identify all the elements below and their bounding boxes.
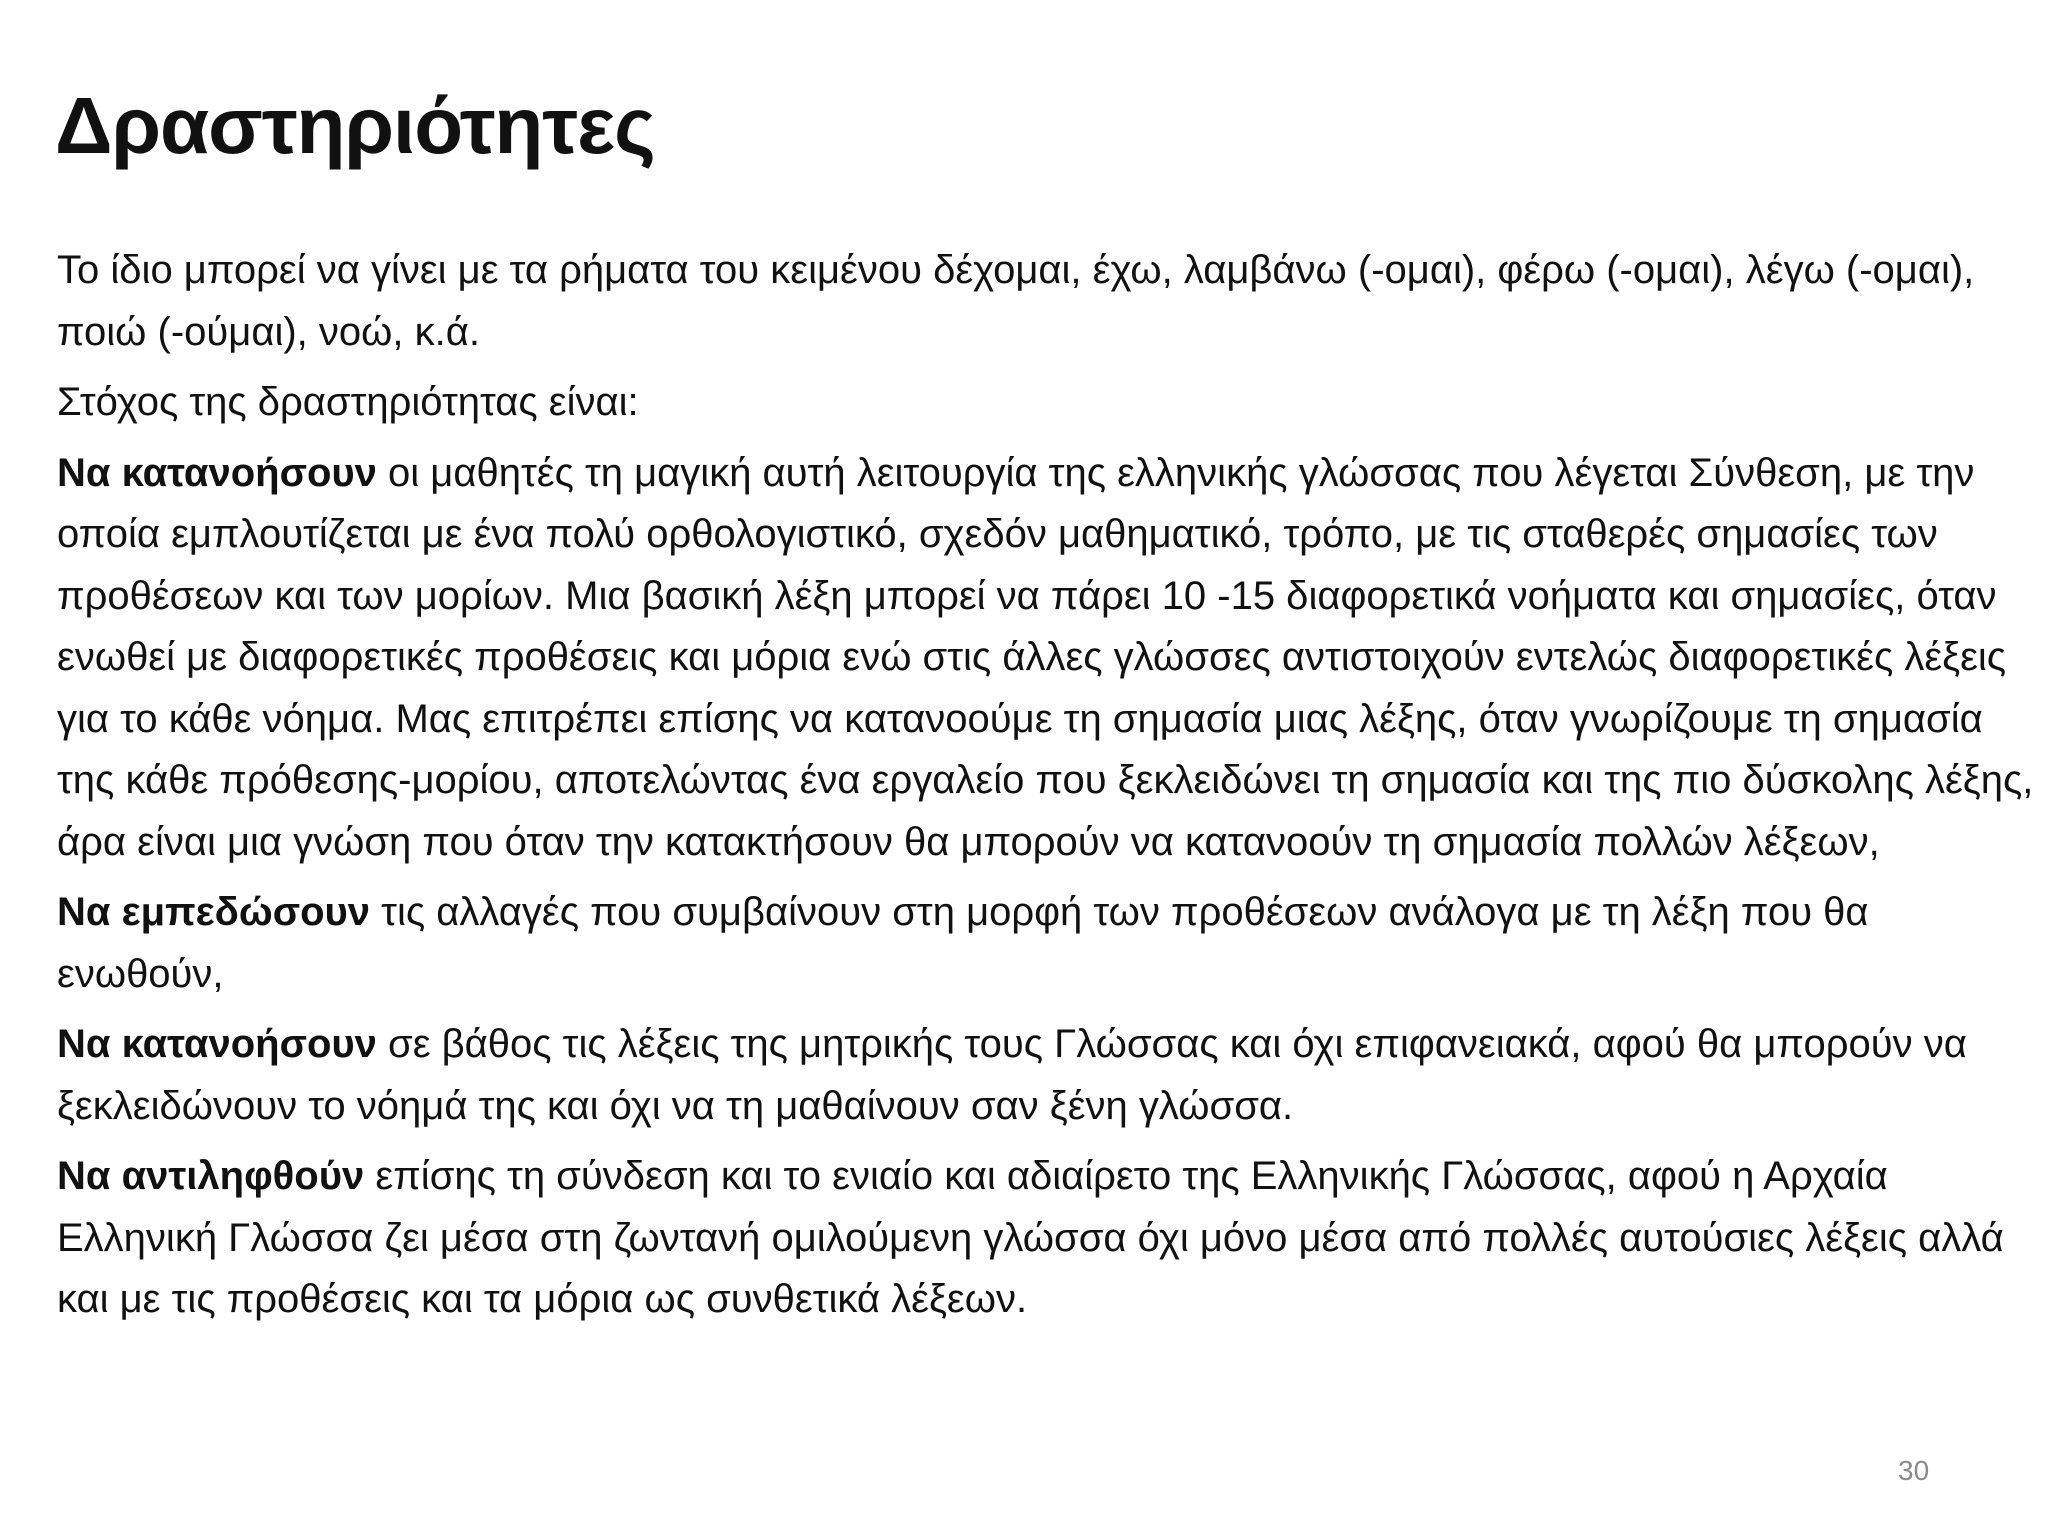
paragraph-text: Το ίδιο μπορεί να γίνει με τα ρήματα του κειμένου δέχομαι, έχω, λαμβάνω (-ομαι), φέρω (-ομαι), λέγω (-ομαι), ποιώ (-ούμαι), νοώ, κ.ά. <box>57 248 1975 354</box>
paragraph-text: επίσης τη σύνδεση και το ενιαίο και αδιαίρετο της Ελληνικής Γλώσσας, αφού η Αρχαία Ελληνική Γλώσσα ζει μέσα στη ζωντανή ομιλούμενη γλώσσα όχι μόνο μέσα από πολλές αυτούσιες λέξεις αλλά και με τις προθέσεις και τα μόρια ως συνθετικά λέξεων. <box>57 1154 2004 1321</box>
slide-body <box>57 240 2037 1340</box>
paragraph-verbs <box>57 240 2037 363</box>
paragraph-text: οι μαθητές τη μαγική αυτή λειτουργία της ελληνικής γλώσσας που λέγεται Σύνθεση, με την οποία εμπλουτίζεται με ένα πολύ ορθολογιστικό, σχεδόν μαθηματικό, τρόπο, με τις σταθερές σημασίες των προθέσεων και των μορίων. Μια βασική λέξη μπορεί να πάρει 10 -15 διαφορετικά νοήματα και σημασίες, όταν ενωθεί με διαφορετικές προθέσεις και μόρια ενώ στις άλλες γλώσσες αντιστοιχούν εντελώς διαφορετικές λέξεις για το κάθε νόημα. Μας επιτρέπει επίσης να κατανοούμε τη σημασία μιας λέξης, όταν γνωρίζουμε τη σημασία της κάθε πρόθεσης-μορίου, αποτελώντας ένα εργαλείο που ξεκλειδώνει τη σημασία και της πιο δύσκολης λέξης, άρα είναι μια γνώση που όταν την κατακτήσουν θα μπορούν να κατανοούν τη σημασία πολλών λέξεων, <box>57 450 2034 864</box>
paragraph-text: σε βάθος τις λέξεις της μητρικής τους Γλώσσας και όχι επιφανειακά, αφού θα μπορούν να ξεκλειδώνουν το νόημά της και όχι να τη μαθαίνουν σαν ξένη γλώσσα. <box>57 1022 1967 1128</box>
paragraph-goal-intro <box>57 372 2037 434</box>
paragraph-text: Στόχος της δραστηριότητας είναι: <box>57 380 639 424</box>
page-number: 30 <box>1898 1455 1930 1486</box>
paragraph-goal-perceive <box>57 1146 2037 1331</box>
paragraph-bold-lead: Να κατανοήσουν <box>57 1022 377 1066</box>
paragraph-goal-depth <box>57 1014 2037 1137</box>
paragraph-bold-lead: Να αντιληφθούν <box>57 1154 365 1198</box>
paragraph-text: τις αλλαγές που συμβαίνουν στη μορφή των προθέσεων ανάλογα με τη λέξη που θα ενωθούν, <box>57 890 1869 996</box>
paragraph-bold-lead: Να κατανοήσουν <box>57 450 377 495</box>
paragraph-goal-understand <box>57 443 2037 874</box>
paragraph-bold-lead: Να εμπεδώσουν <box>57 890 371 934</box>
paragraph-goal-consolidate <box>57 882 2037 1005</box>
slide-title: Δραστηριότητες <box>55 81 655 170</box>
